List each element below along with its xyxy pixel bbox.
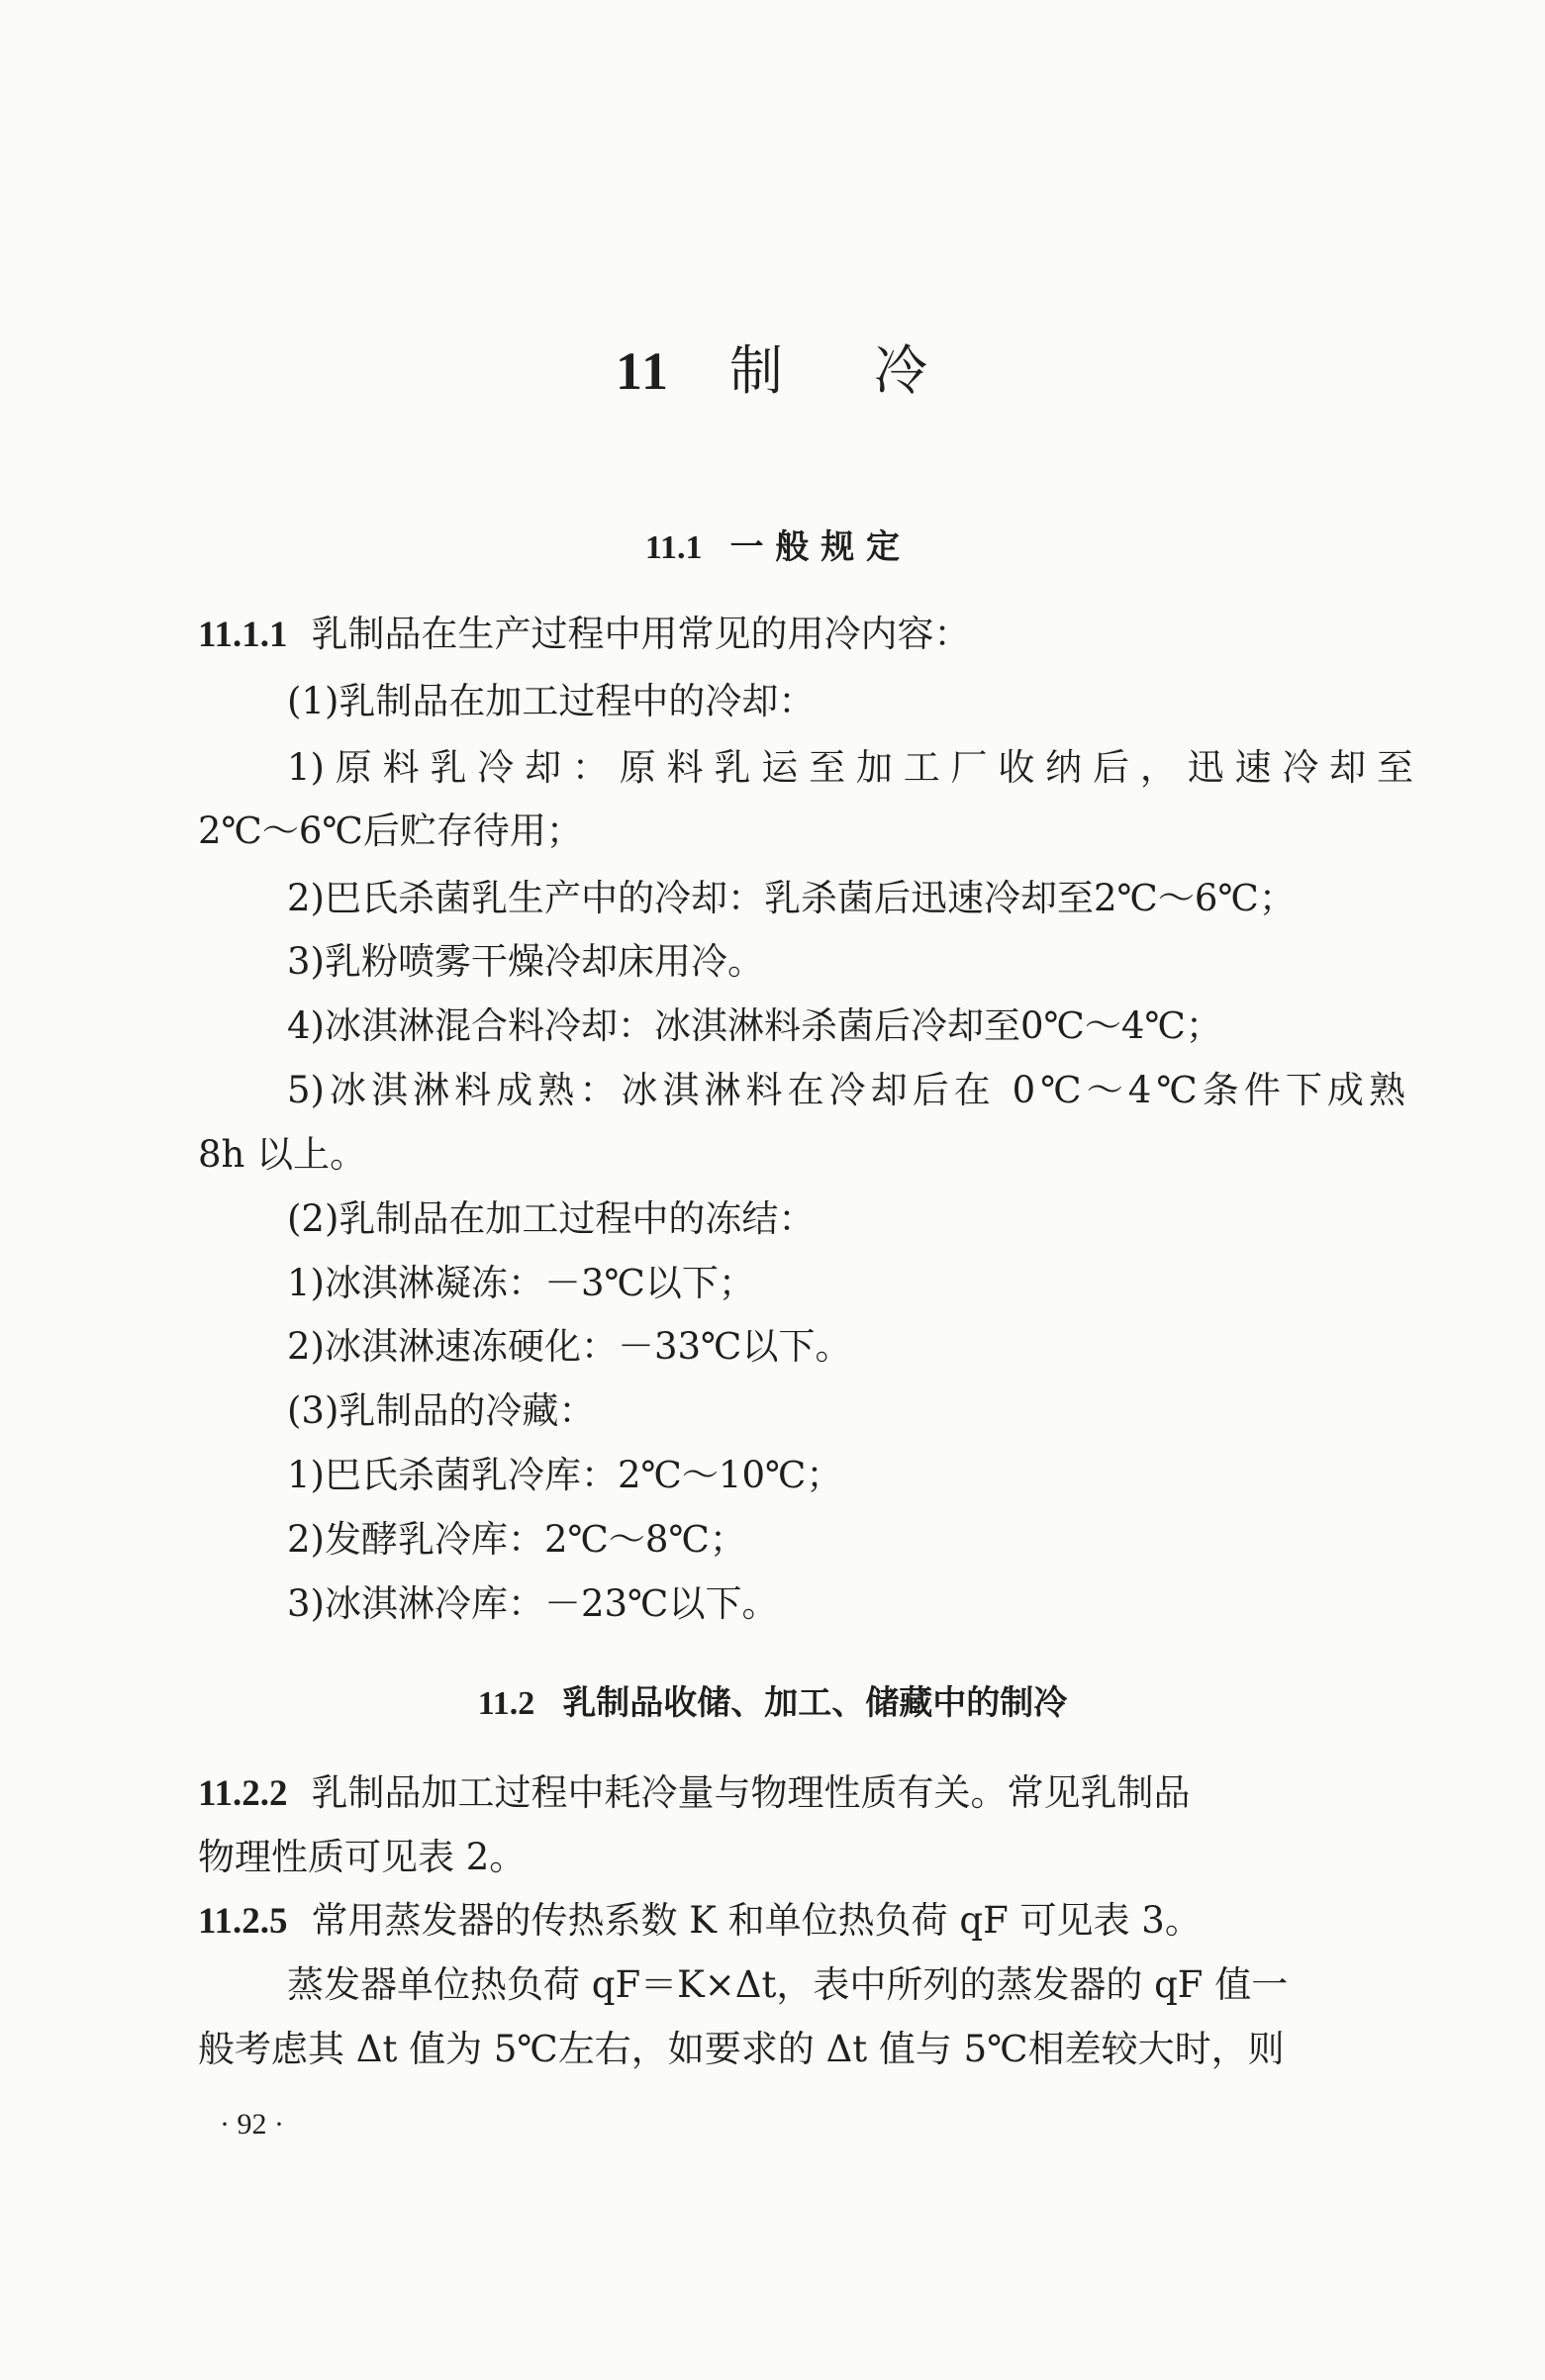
chapter-title: [0, 329, 1545, 405]
clause-11-2-5-para-line2: 般考虑其 Δt 值为 5℃左右，如要求的 Δt 值与 5℃相差较大时，则: [198, 2028, 1285, 2070]
chapter-title-part2: 冷: [874, 339, 930, 402]
chapter-title-part1: 制: [729, 339, 786, 402]
clause-text: 乳制品在生产过程中用常见的用冷内容：: [311, 613, 971, 655]
clause-11-2-2-line1: [198, 1771, 1191, 1814]
clause-text: 乳制品加工过程中耗冷量与物理性质有关。常见乳制品: [311, 1771, 1191, 1814]
group1-item5-line1: [287, 1069, 1405, 1111]
clause-number: 11.2.5: [198, 1901, 288, 1942]
clause-11-2-5: [198, 1899, 1202, 1942]
clause-11-2-2-line2: 物理性质可见表 2。: [198, 1836, 527, 1878]
group2-item1: 1)冰淇淋凝冻：－3℃以下；: [287, 1262, 755, 1304]
group1-item4: 4)冰淇淋混合料冷却：冰淇淋料杀菌后冷却至0℃～4℃；: [287, 1004, 1222, 1047]
group1-item1-line1: [287, 746, 1413, 789]
clause-11-2-5-para-line1: 蒸发器单位热负荷 qF＝K×Δt，表中所列的蒸发器的 qF 值一: [287, 1963, 1289, 2006]
group2-item2: 2)冰淇淋速冻硬化：－33℃以下。: [287, 1325, 852, 1368]
page-number: · 92 ·: [220, 2108, 284, 2141]
section-number: 11.1: [644, 529, 703, 566]
section-number: 11.2: [477, 1685, 535, 1722]
group3-item1: 1)巴氏杀菌乳冷库：2℃～10℃；: [287, 1454, 843, 1496]
clause-text: 常用蒸发器的传热系数 K 和单位热负荷 qF 可见表 3。: [311, 1899, 1202, 1942]
group1-item1-line1-text: 1)原料乳冷却：原料乳运至加工厂收纳后，迅速冷却至: [287, 746, 1413, 789]
group1-item1-line2: 2℃～6℃后贮存待用；: [198, 809, 583, 852]
section-heading: 一 般 规 定: [729, 527, 901, 567]
group2-heading: (2)乳制品在加工过程中的冻结：: [287, 1197, 816, 1240]
group3-item2: 2)发酵乳冷库：2℃～8℃；: [287, 1518, 746, 1561]
clause-number: 11.1.1: [198, 615, 288, 655]
clause-11-1-1: [198, 613, 971, 655]
section-heading: 乳制品收储、加工、储藏中的制冷: [562, 1683, 1068, 1723]
chapter-number: 11: [615, 341, 671, 401]
group1-item2: 2)巴氏杀菌乳生产中的冷却：乳杀菌后迅速冷却至2℃～6℃；: [287, 877, 1296, 919]
group3-item3: 3)冰淇淋冷库：－23℃以下。: [287, 1582, 779, 1625]
section-title-11-1: [0, 520, 1545, 568]
group1-item5-line1-text: 5)冰淇淋料成熟：冰淇淋料在冷却后在 0℃～4℃条件下成熟: [287, 1069, 1405, 1111]
section-title-11-2: [0, 1675, 1545, 1724]
group1-heading: (1)乳制品在加工过程中的冷却：: [287, 680, 816, 722]
group3-heading: (3)乳制品的冷藏：: [287, 1389, 596, 1432]
group1-item5-line2: 8h 以上。: [198, 1133, 367, 1176]
clause-number: 11.2.2: [198, 1773, 288, 1814]
group1-item3: 3)乳粉喷雾干燥冷却床用冷。: [287, 940, 764, 983]
